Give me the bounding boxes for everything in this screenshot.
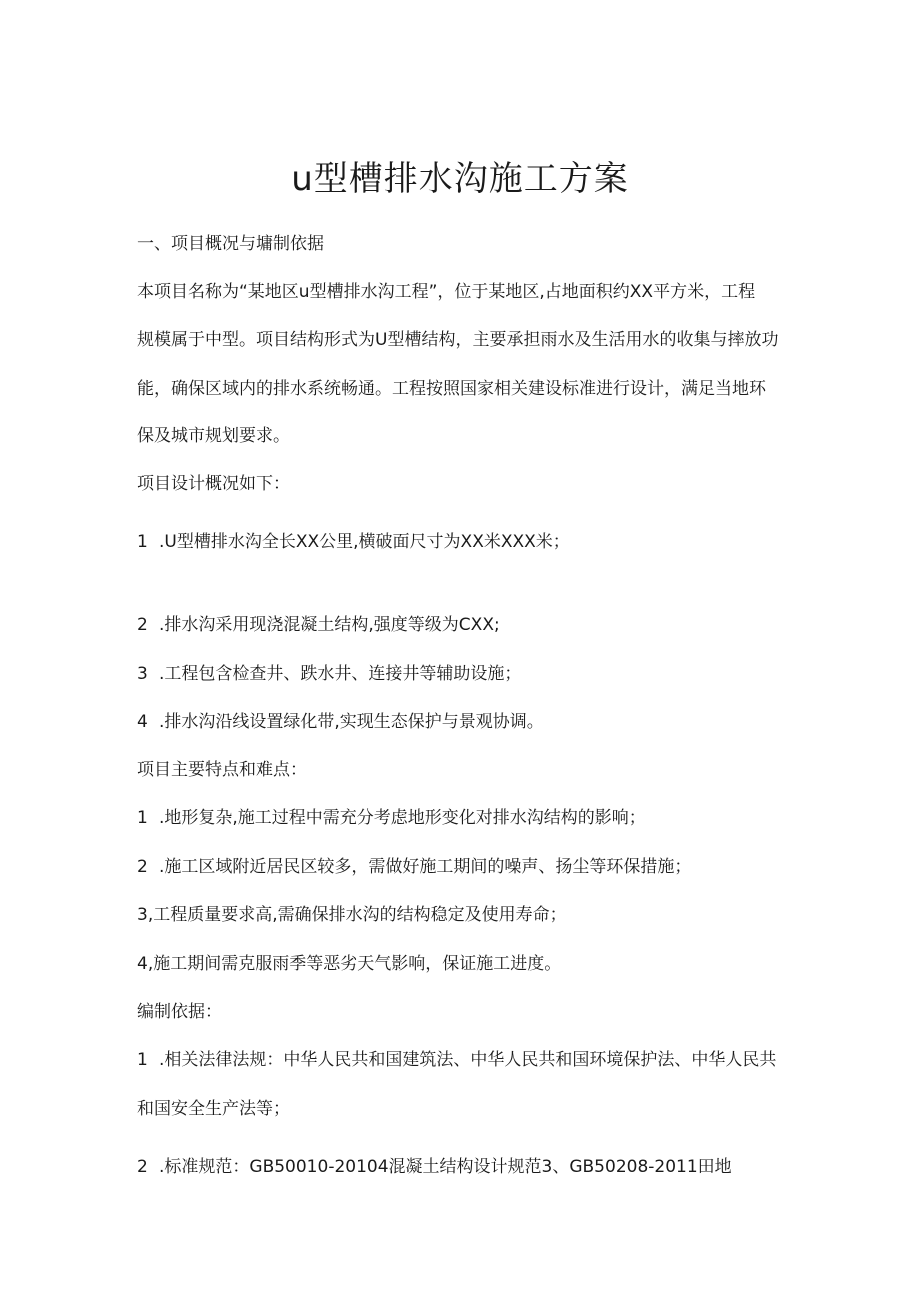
- list-number: 4: [137, 712, 148, 732]
- design-heading: 项目设计概况如下：: [137, 474, 290, 494]
- basis-item-1-continuation: 和国安全生产法等；: [137, 1099, 290, 1119]
- list-item: [137, 710, 544, 734]
- list-item: [137, 806, 646, 830]
- feature-item-3: 3,工程质量要求高,需确保排水沟的结构稳定及使用寿命；: [137, 905, 567, 925]
- intro-line-4: 保及城市规划要求。: [137, 426, 290, 446]
- list-number: 2: [137, 615, 148, 635]
- basis-heading: 编制依据：: [137, 1002, 222, 1022]
- list-text: .施工区域附近居民区较多，需做好施工期间的噪声、扬尘等环保措施；: [159, 857, 692, 877]
- list-item: [137, 855, 691, 879]
- list-number: 1: [137, 808, 148, 828]
- list-item: [137, 613, 500, 637]
- list-text: .排水沟沿线设置绿化带,实现生态保护与景观协调。: [159, 712, 544, 732]
- intro-line-2: 规模属于中型。项目结构形式为U型槽结构，主要承担雨水及生活用水的收集与摔放功: [137, 330, 779, 350]
- intro-line-1: 本项目名称为“某地区u型槽排水沟工程”，位于某地区,占地面积约XX平方米，工程: [137, 282, 756, 302]
- list-text: .地形复杂,施工过程中需充分考虑地形变化对排水沟结构的影响；: [159, 808, 646, 828]
- list-number: 3: [137, 664, 148, 684]
- section-heading: 一、项目概况与墉制依据: [137, 234, 324, 254]
- list-item: [137, 1155, 732, 1179]
- list-text: .标准规范：GB50010-20104混凝土结构设计规范3、GB50208-2011田地: [159, 1157, 732, 1177]
- list-text: .相关法律法规：中华人民共和国建筑法、中华人民共和国环境保护法、中华人民共: [159, 1050, 777, 1070]
- list-number: 1: [137, 532, 148, 552]
- list-text: .U型槽排水沟全长XX公里,横破面尺寸为XX米XXX米；: [159, 532, 570, 552]
- list-number: 2: [137, 1157, 148, 1177]
- document-title: u型槽排水沟施工方案: [291, 159, 629, 199]
- list-number: 2: [137, 857, 148, 877]
- list-item: [137, 530, 570, 554]
- feature-item-4: 4,施工期间需克服雨季等恶劣天气影响，保证施工进度。: [137, 954, 562, 974]
- list-item: [137, 1048, 776, 1072]
- intro-line-3: 能，确保区域内的排水系统畅通。工程按照国家相关建设标准进行设计，满足当地环: [137, 379, 766, 399]
- list-item: [137, 662, 521, 686]
- list-number: 1: [137, 1050, 148, 1070]
- list-text: .排水沟采用现浇混凝土结构,强度等级为CXX;: [159, 615, 500, 635]
- features-heading: 项目主要特点和难点：: [137, 760, 307, 780]
- list-text: .工程包含检查井、跌水井、连接井等辅助设施；: [159, 664, 522, 684]
